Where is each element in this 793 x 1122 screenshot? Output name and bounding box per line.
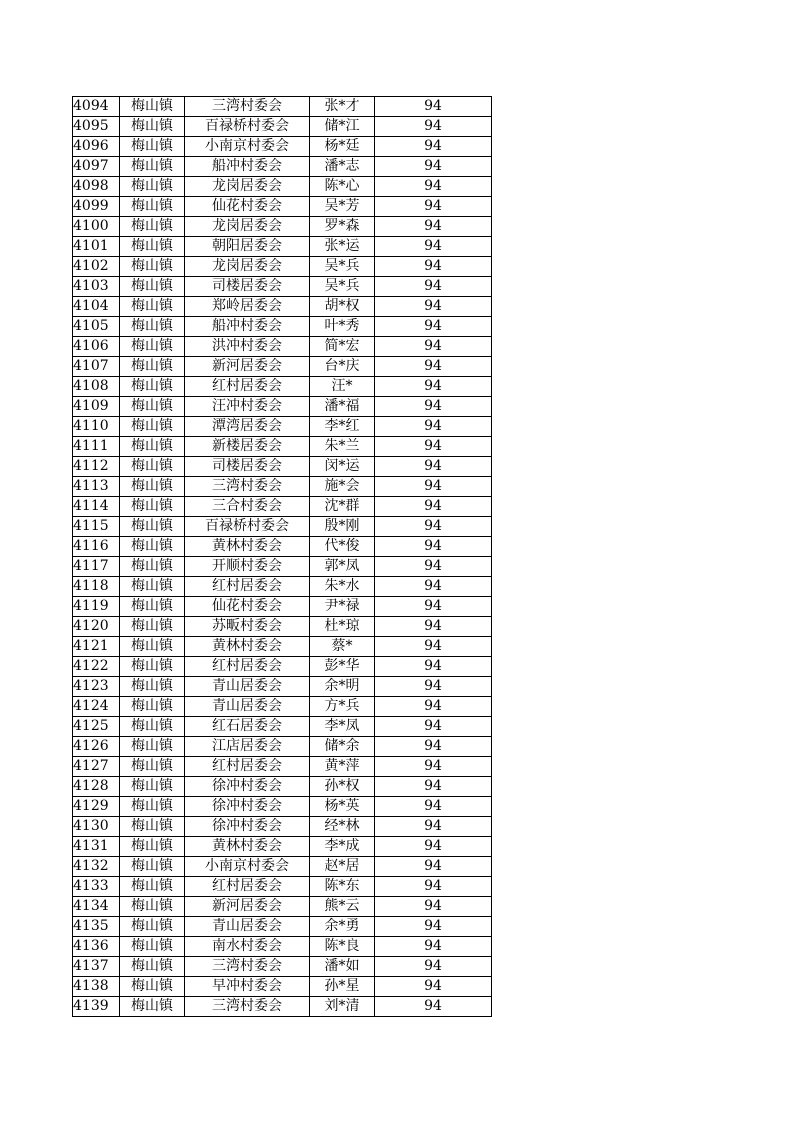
village-committee-cell: 红村居委会 <box>185 757 310 777</box>
town-cell: 梅山镇 <box>120 577 185 597</box>
score-cell: 94 <box>375 157 492 177</box>
town-cell: 梅山镇 <box>120 917 185 937</box>
village-committee-cell: 船冲村委会 <box>185 317 310 337</box>
village-committee-cell: 青山居委会 <box>185 677 310 697</box>
village-committee-cell: 苏畈村委会 <box>185 617 310 637</box>
town-cell: 梅山镇 <box>120 157 185 177</box>
serial-number-cell: 4096 <box>73 137 120 157</box>
person-name-cell: 余*明 <box>310 677 375 697</box>
town-cell: 梅山镇 <box>120 217 185 237</box>
serial-number-cell: 4098 <box>73 177 120 197</box>
village-committee-cell: 早冲村委会 <box>185 977 310 997</box>
person-name-cell: 潘*志 <box>310 157 375 177</box>
table-row <box>73 137 492 157</box>
score-cell: 94 <box>375 237 492 257</box>
serial-number-cell: 4112 <box>73 457 120 477</box>
score-cell: 94 <box>375 757 492 777</box>
roster-body <box>73 97 492 1017</box>
serial-number-cell: 4097 <box>73 157 120 177</box>
village-committee-cell: 百禄桥村委会 <box>185 517 310 537</box>
village-committee-cell: 郑岭居委会 <box>185 297 310 317</box>
serial-number-cell: 4115 <box>73 517 120 537</box>
town-cell: 梅山镇 <box>120 537 185 557</box>
person-name-cell: 杜*琼 <box>310 617 375 637</box>
score-cell: 94 <box>375 617 492 637</box>
person-name-cell: 孙*权 <box>310 777 375 797</box>
serial-number-cell: 4108 <box>73 377 120 397</box>
serial-number-cell: 4134 <box>73 897 120 917</box>
town-cell: 梅山镇 <box>120 837 185 857</box>
serial-number-cell: 4116 <box>73 537 120 557</box>
serial-number-cell: 4107 <box>73 357 120 377</box>
town-cell: 梅山镇 <box>120 437 185 457</box>
person-name-cell: 汪* <box>310 377 375 397</box>
serial-number-cell: 4118 <box>73 577 120 597</box>
town-cell: 梅山镇 <box>120 417 185 437</box>
score-cell: 94 <box>375 817 492 837</box>
village-committee-cell: 船冲村委会 <box>185 157 310 177</box>
village-committee-cell: 黄林村委会 <box>185 837 310 857</box>
serial-number-cell: 4133 <box>73 877 120 897</box>
town-cell: 梅山镇 <box>120 737 185 757</box>
score-cell: 94 <box>375 957 492 977</box>
person-name-cell: 杨*廷 <box>310 137 375 157</box>
village-committee-cell: 仙花村委会 <box>185 597 310 617</box>
town-cell: 梅山镇 <box>120 797 185 817</box>
serial-number-cell: 4101 <box>73 237 120 257</box>
village-committee-cell: 黄林村委会 <box>185 637 310 657</box>
table-row <box>73 797 492 817</box>
serial-number-cell: 4123 <box>73 677 120 697</box>
table-row <box>73 417 492 437</box>
village-committee-cell: 司楼居委会 <box>185 277 310 297</box>
score-cell: 94 <box>375 717 492 737</box>
person-name-cell: 方*兵 <box>310 697 375 717</box>
table-row <box>73 357 492 377</box>
serial-number-cell: 4129 <box>73 797 120 817</box>
serial-number-cell: 4120 <box>73 617 120 637</box>
town-cell: 梅山镇 <box>120 657 185 677</box>
town-cell: 梅山镇 <box>120 597 185 617</box>
score-cell: 94 <box>375 577 492 597</box>
village-committee-cell: 汪冲村委会 <box>185 397 310 417</box>
town-cell: 梅山镇 <box>120 617 185 637</box>
person-name-cell: 李*红 <box>310 417 375 437</box>
table-row <box>73 557 492 577</box>
table-row <box>73 277 492 297</box>
table-row <box>73 977 492 997</box>
person-name-cell: 蔡* <box>310 637 375 657</box>
table-row <box>73 857 492 877</box>
village-committee-cell: 龙岗居委会 <box>185 177 310 197</box>
serial-number-cell: 4128 <box>73 777 120 797</box>
village-committee-cell: 新楼居委会 <box>185 437 310 457</box>
table-row <box>73 97 492 117</box>
village-committee-cell: 潭湾居委会 <box>185 417 310 437</box>
serial-number-cell: 4111 <box>73 437 120 457</box>
village-committee-cell: 徐冲村委会 <box>185 817 310 837</box>
table-row <box>73 577 492 597</box>
serial-number-cell: 4122 <box>73 657 120 677</box>
village-committee-cell: 红村居委会 <box>185 877 310 897</box>
table-row <box>73 317 492 337</box>
serial-number-cell: 4117 <box>73 557 120 577</box>
town-cell: 梅山镇 <box>120 237 185 257</box>
person-name-cell: 罗*森 <box>310 217 375 237</box>
village-committee-cell: 司楼居委会 <box>185 457 310 477</box>
person-name-cell: 吴*兵 <box>310 277 375 297</box>
table-row <box>73 397 492 417</box>
score-cell: 94 <box>375 317 492 337</box>
table-row <box>73 817 492 837</box>
score-cell: 94 <box>375 477 492 497</box>
town-cell: 梅山镇 <box>120 337 185 357</box>
town-cell: 梅山镇 <box>120 377 185 397</box>
serial-number-cell: 4119 <box>73 597 120 617</box>
town-cell: 梅山镇 <box>120 177 185 197</box>
serial-number-cell: 4127 <box>73 757 120 777</box>
table-row <box>73 897 492 917</box>
person-name-cell: 陈*心 <box>310 177 375 197</box>
serial-number-cell: 4125 <box>73 717 120 737</box>
person-name-cell: 殷*刚 <box>310 517 375 537</box>
town-cell: 梅山镇 <box>120 497 185 517</box>
town-cell: 梅山镇 <box>120 817 185 837</box>
score-cell: 94 <box>375 137 492 157</box>
score-cell: 94 <box>375 117 492 137</box>
table-row <box>73 597 492 617</box>
village-committee-cell: 龙岗居委会 <box>185 257 310 277</box>
person-name-cell: 孙*星 <box>310 977 375 997</box>
serial-number-cell: 4136 <box>73 937 120 957</box>
score-cell: 94 <box>375 397 492 417</box>
score-cell: 94 <box>375 897 492 917</box>
town-cell: 梅山镇 <box>120 977 185 997</box>
score-cell: 94 <box>375 497 492 517</box>
score-cell: 94 <box>375 977 492 997</box>
person-name-cell: 经*林 <box>310 817 375 837</box>
serial-number-cell: 4137 <box>73 957 120 977</box>
town-cell: 梅山镇 <box>120 517 185 537</box>
table-row <box>73 737 492 757</box>
village-committee-cell: 小南京村委会 <box>185 137 310 157</box>
person-name-cell: 陈*东 <box>310 877 375 897</box>
serial-number-cell: 4126 <box>73 737 120 757</box>
village-committee-cell: 小南京村委会 <box>185 857 310 877</box>
person-name-cell: 吴*兵 <box>310 257 375 277</box>
serial-number-cell: 4138 <box>73 977 120 997</box>
village-committee-cell: 仙花村委会 <box>185 197 310 217</box>
person-name-cell: 闵*运 <box>310 457 375 477</box>
score-cell: 94 <box>375 437 492 457</box>
town-cell: 梅山镇 <box>120 477 185 497</box>
village-committee-cell: 江店居委会 <box>185 737 310 757</box>
village-committee-cell: 三湾村委会 <box>185 957 310 977</box>
table-row <box>73 917 492 937</box>
score-cell: 94 <box>375 797 492 817</box>
table-row <box>73 997 492 1017</box>
town-cell: 梅山镇 <box>120 777 185 797</box>
village-committee-cell: 徐冲村委会 <box>185 797 310 817</box>
table-row <box>73 957 492 977</box>
town-cell: 梅山镇 <box>120 457 185 477</box>
town-cell: 梅山镇 <box>120 557 185 577</box>
score-cell: 94 <box>375 337 492 357</box>
score-cell: 94 <box>375 377 492 397</box>
table-row <box>73 937 492 957</box>
town-cell: 梅山镇 <box>120 397 185 417</box>
score-cell: 94 <box>375 457 492 477</box>
table-row <box>73 297 492 317</box>
serial-number-cell: 4114 <box>73 497 120 517</box>
table-row <box>73 677 492 697</box>
table-row <box>73 497 492 517</box>
score-cell: 94 <box>375 737 492 757</box>
score-cell: 94 <box>375 597 492 617</box>
score-cell: 94 <box>375 417 492 437</box>
town-cell: 梅山镇 <box>120 957 185 977</box>
table-row <box>73 877 492 897</box>
person-name-cell: 郭*凤 <box>310 557 375 577</box>
score-cell: 94 <box>375 777 492 797</box>
town-cell: 梅山镇 <box>120 997 185 1017</box>
person-name-cell: 朱*兰 <box>310 437 375 457</box>
table-row <box>73 337 492 357</box>
village-committee-cell: 黄林村委会 <box>185 537 310 557</box>
town-cell: 梅山镇 <box>120 317 185 337</box>
serial-number-cell: 4124 <box>73 697 120 717</box>
table-row <box>73 477 492 497</box>
town-cell: 梅山镇 <box>120 857 185 877</box>
village-committee-cell: 三湾村委会 <box>185 97 310 117</box>
score-cell: 94 <box>375 517 492 537</box>
table-row <box>73 237 492 257</box>
table-row <box>73 257 492 277</box>
village-committee-cell: 朝阳居委会 <box>185 237 310 257</box>
village-committee-cell: 洪冲村委会 <box>185 337 310 357</box>
score-cell: 94 <box>375 357 492 377</box>
person-name-cell: 简*宏 <box>310 337 375 357</box>
table-row <box>73 117 492 137</box>
person-name-cell: 熊*云 <box>310 897 375 917</box>
table-row <box>73 837 492 857</box>
serial-number-cell: 4105 <box>73 317 120 337</box>
table-row <box>73 657 492 677</box>
serial-number-cell: 4139 <box>73 997 120 1017</box>
table-row <box>73 617 492 637</box>
serial-number-cell: 4135 <box>73 917 120 937</box>
score-cell: 94 <box>375 917 492 937</box>
table-row <box>73 377 492 397</box>
person-name-cell: 黄*萍 <box>310 757 375 777</box>
table-row <box>73 217 492 237</box>
person-name-cell: 叶*秀 <box>310 317 375 337</box>
serial-number-cell: 4095 <box>73 117 120 137</box>
person-name-cell: 李*成 <box>310 837 375 857</box>
village-committee-cell: 青山居委会 <box>185 697 310 717</box>
table-row <box>73 157 492 177</box>
village-committee-cell: 南水村委会 <box>185 937 310 957</box>
score-cell: 94 <box>375 197 492 217</box>
person-name-cell: 潘*福 <box>310 397 375 417</box>
village-committee-cell: 百禄桥村委会 <box>185 117 310 137</box>
score-cell: 94 <box>375 877 492 897</box>
score-cell: 94 <box>375 557 492 577</box>
town-cell: 梅山镇 <box>120 277 185 297</box>
serial-number-cell: 4121 <box>73 637 120 657</box>
score-cell: 94 <box>375 937 492 957</box>
person-name-cell: 张*才 <box>310 97 375 117</box>
village-committee-cell: 三湾村委会 <box>185 477 310 497</box>
person-name-cell: 台*庆 <box>310 357 375 377</box>
serial-number-cell: 4130 <box>73 817 120 837</box>
person-name-cell: 李*凤 <box>310 717 375 737</box>
village-committee-cell: 徐冲村委会 <box>185 777 310 797</box>
town-cell: 梅山镇 <box>120 357 185 377</box>
person-name-cell: 刘*清 <box>310 997 375 1017</box>
serial-number-cell: 4132 <box>73 857 120 877</box>
table-row <box>73 457 492 477</box>
village-committee-cell: 三合村委会 <box>185 497 310 517</box>
person-name-cell: 沈*群 <box>310 497 375 517</box>
town-cell: 梅山镇 <box>120 637 185 657</box>
score-cell: 94 <box>375 217 492 237</box>
person-name-cell: 储*江 <box>310 117 375 137</box>
village-committee-cell: 红村居委会 <box>185 657 310 677</box>
table-row <box>73 517 492 537</box>
town-cell: 梅山镇 <box>120 197 185 217</box>
town-cell: 梅山镇 <box>120 717 185 737</box>
score-cell: 94 <box>375 537 492 557</box>
person-name-cell: 代*俊 <box>310 537 375 557</box>
village-committee-cell: 龙岗居委会 <box>185 217 310 237</box>
person-name-cell: 吴*芳 <box>310 197 375 217</box>
town-cell: 梅山镇 <box>120 677 185 697</box>
table-row <box>73 437 492 457</box>
person-name-cell: 施*会 <box>310 477 375 497</box>
village-committee-cell: 红村居委会 <box>185 577 310 597</box>
village-committee-cell: 开顺村委会 <box>185 557 310 577</box>
serial-number-cell: 4104 <box>73 297 120 317</box>
score-cell: 94 <box>375 297 492 317</box>
serial-number-cell: 4100 <box>73 217 120 237</box>
score-cell: 94 <box>375 637 492 657</box>
town-cell: 梅山镇 <box>120 97 185 117</box>
town-cell: 梅山镇 <box>120 697 185 717</box>
person-name-cell: 余*勇 <box>310 917 375 937</box>
person-name-cell: 尹*禄 <box>310 597 375 617</box>
person-name-cell: 赵*居 <box>310 857 375 877</box>
village-committee-cell: 三湾村委会 <box>185 997 310 1017</box>
table-row <box>73 717 492 737</box>
serial-number-cell: 4094 <box>73 97 120 117</box>
score-cell: 94 <box>375 277 492 297</box>
table-row <box>73 197 492 217</box>
score-cell: 94 <box>375 837 492 857</box>
town-cell: 梅山镇 <box>120 257 185 277</box>
serial-number-cell: 4131 <box>73 837 120 857</box>
score-cell: 94 <box>375 657 492 677</box>
town-cell: 梅山镇 <box>120 117 185 137</box>
serial-number-cell: 4113 <box>73 477 120 497</box>
score-cell: 94 <box>375 97 492 117</box>
town-cell: 梅山镇 <box>120 757 185 777</box>
table-row <box>73 757 492 777</box>
person-name-cell: 彭*华 <box>310 657 375 677</box>
person-name-cell: 潘*如 <box>310 957 375 977</box>
town-cell: 梅山镇 <box>120 897 185 917</box>
table-row <box>73 177 492 197</box>
serial-number-cell: 4109 <box>73 397 120 417</box>
town-cell: 梅山镇 <box>120 297 185 317</box>
village-committee-cell: 红村居委会 <box>185 377 310 397</box>
village-committee-cell: 青山居委会 <box>185 917 310 937</box>
village-committee-cell: 红石居委会 <box>185 717 310 737</box>
serial-number-cell: 4110 <box>73 417 120 437</box>
village-committee-cell: 新河居委会 <box>185 357 310 377</box>
person-name-cell: 朱*水 <box>310 577 375 597</box>
person-name-cell: 陈*良 <box>310 937 375 957</box>
village-committee-cell: 新河居委会 <box>185 897 310 917</box>
person-name-cell: 张*运 <box>310 237 375 257</box>
table-row <box>73 777 492 797</box>
town-cell: 梅山镇 <box>120 877 185 897</box>
score-cell: 94 <box>375 857 492 877</box>
town-cell: 梅山镇 <box>120 937 185 957</box>
score-cell: 94 <box>375 257 492 277</box>
score-cell: 94 <box>375 697 492 717</box>
table-row <box>73 697 492 717</box>
table-row <box>73 537 492 557</box>
person-name-cell: 胡*权 <box>310 297 375 317</box>
serial-number-cell: 4103 <box>73 277 120 297</box>
table-row <box>73 637 492 657</box>
score-cell: 94 <box>375 177 492 197</box>
serial-number-cell: 4102 <box>73 257 120 277</box>
roster-table <box>72 96 492 1017</box>
town-cell: 梅山镇 <box>120 137 185 157</box>
serial-number-cell: 4106 <box>73 337 120 357</box>
person-name-cell: 储*余 <box>310 737 375 757</box>
serial-number-cell: 4099 <box>73 197 120 217</box>
person-name-cell: 杨*英 <box>310 797 375 817</box>
score-cell: 94 <box>375 997 492 1017</box>
score-cell: 94 <box>375 677 492 697</box>
